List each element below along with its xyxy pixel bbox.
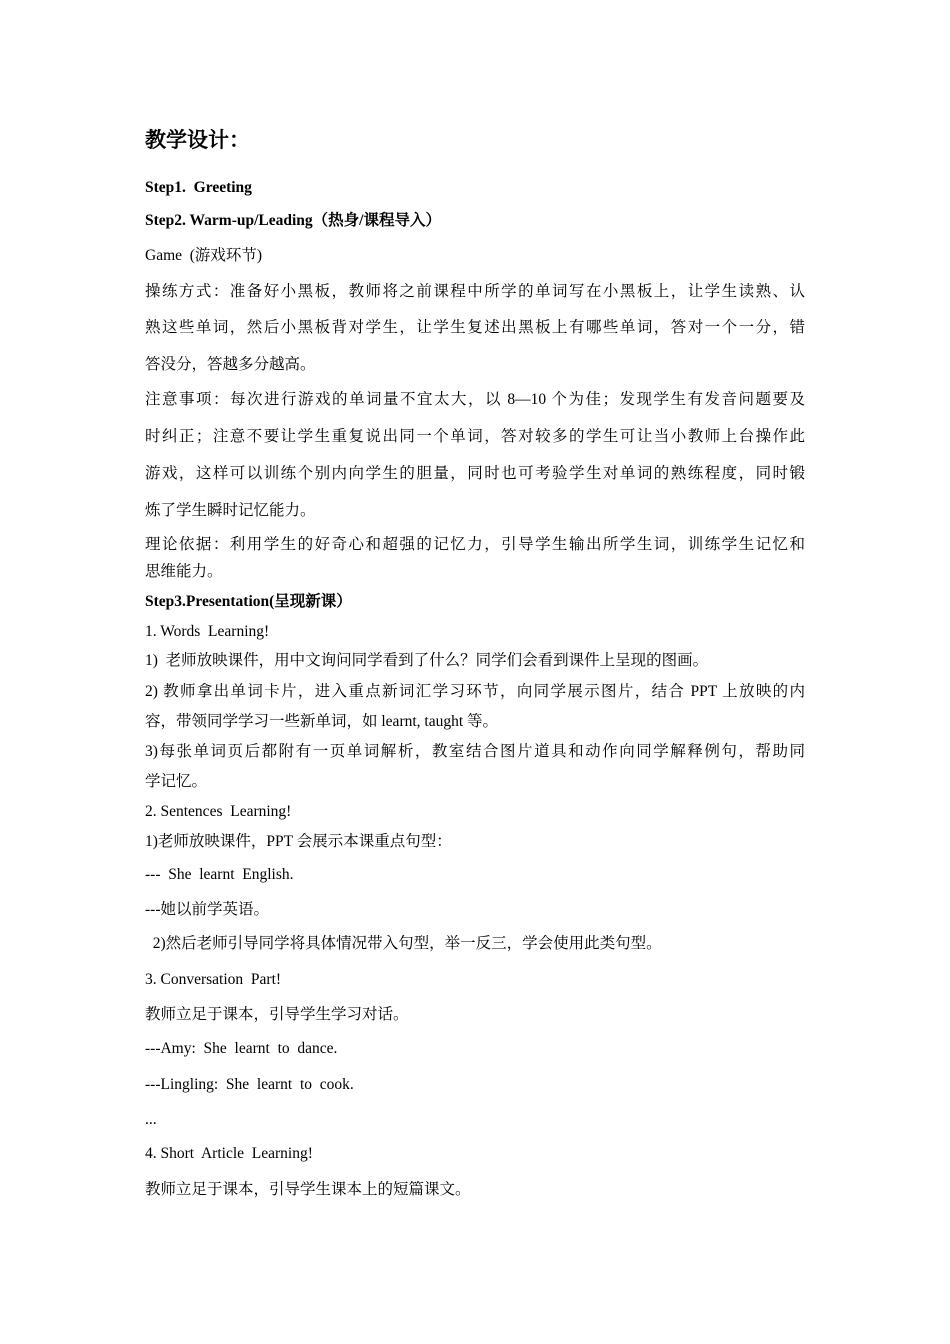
words-item-2-line-2: 容，带领同学学习一些新单词，如 learnt, taught 等。: [145, 713, 499, 730]
conversation-line-lingling: ---Lingling: She learnt to cook.: [145, 1076, 354, 1093]
conversation-ellipsis: ...: [145, 1111, 157, 1128]
doc-title: 教学设计：: [145, 128, 250, 152]
step2-heading: Step2. Warm-up/Leading（热身/课程导入）: [145, 212, 441, 229]
note-line-4: 炼了学生瞬时记忆能力。: [145, 502, 316, 519]
step3-heading: Step3.Presentation(呈现新课）: [145, 593, 352, 610]
article-heading: 4. Short Article Learning!: [145, 1145, 313, 1162]
words-heading: 1. Words Learning!: [145, 623, 270, 640]
article-desc: 教师立足于课本，引导学生课本上的短篇课文。: [145, 1181, 471, 1198]
note-line-3: 游戏，这样可以训练个别内向学生的胆量，同时也可考验学生对单词的熟练程度，同时锻: [145, 465, 805, 482]
method-line-3: 答没分，答越多分越高。: [145, 356, 316, 373]
words-item-2-line-1: 2) 教师拿出单词卡片，进入重点新词汇学习环节，向同学展示图片，结合 PPT 上放映的内: [145, 683, 805, 700]
sentences-item-2: 2)然后老师引导同学将具体情况带入句型，举一反三，学会使用此类句型。: [145, 935, 662, 952]
sentence-example-en: --- She learnt English.: [145, 866, 294, 883]
sentences-heading: 2. Sentences Learning!: [145, 803, 292, 820]
game-subheading: Game (游戏环节): [145, 247, 263, 264]
sentence-example-cn: ---她以前学英语。: [145, 901, 269, 918]
note-line-1: 注意事项：每次进行游戏的单词量不宜太大，以 8—10 个为佳；发现学生有发音问题要及: [145, 391, 805, 408]
conversation-heading: 3. Conversation Part!: [145, 971, 282, 988]
sentences-item-1: 1)老师放映课件，PPT 会展示本课重点句型：: [145, 833, 452, 850]
note-line-2: 时纠正；注意不要让学生重复说出同一个单词，答对较多的学生可让当小教师上台操作此: [145, 428, 805, 445]
conversation-line-amy: ---Amy: She learnt to dance.: [145, 1040, 338, 1057]
theory-line-2: 思维能力。: [145, 563, 223, 580]
theory-line-1: 理论依据：利用学生的好奇心和超强的记忆力，引导学生输出所学生词，训练学生记忆和: [145, 536, 805, 553]
words-item-1: 1) 老师放映课件，用中文询问同学看到了什么？同学们会看到课件上呈现的图画。: [145, 652, 709, 669]
method-line-1: 操练方式：准备好小黑板，教师将之前课程中所学的单词写在小黑板上，让学生读熟、认: [145, 283, 805, 300]
conversation-desc: 教师立足于课本，引导学生学习对话。: [145, 1006, 409, 1023]
step1-heading: Step1. Greeting: [145, 179, 252, 196]
words-item-3-line-1: 3)每张单词页后都附有一页单词解析，教室结合图片道具和动作向同学解释例句，帮助同: [145, 743, 805, 760]
method-line-2: 熟这些单词，然后小黑板背对学生，让学生复述出黑板上有哪些单词，答对一个一分，错: [145, 319, 805, 336]
words-item-3-line-2: 学记忆。: [145, 773, 208, 790]
